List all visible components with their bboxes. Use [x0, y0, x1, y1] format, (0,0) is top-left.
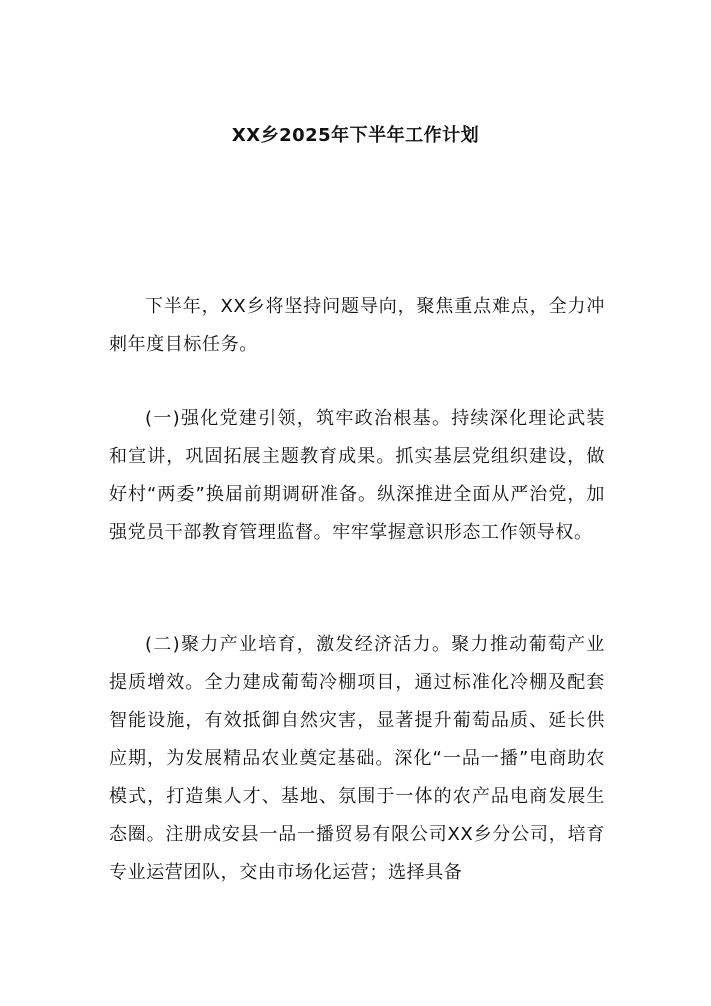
paragraph-intro: 下半年，XX乡将坚持问题导向，聚焦重点难点，全力冲刺年度目标任务。	[109, 296, 605, 355]
document-title: XX乡2025年下半年工作计划	[231, 125, 480, 146]
paragraph-industry: (二)聚力产业培育，激发经济活力。聚力推动葡萄产业提质增效。全力建成葡萄冷棚项目，通过标准化冷棚及配套智能设施，有效抵御自然灾害，显著提升葡萄品质、延长供应期，为发展精品农业奠定基础。深化“一品一播”电商助农模式，打造集人才、基地、氛围于一体的农产品电商发展生态圈。注册成安县一品一播贸易有限公司XX乡分公司，培育专业运营团队，交由市场化运营；选择具备	[109, 634, 605, 883]
paragraph-party-building: (一)强化党建引领，筑牢政治根基。持续深化理论武装和宣讲，巩固拓展主题教育成果。抓实基层党组织建设，做好村“两委”换届前期调研准备。纵深推进全面从严治党，加强党员干部教育管理监督。牢牢掌握意识形态工作领导权。	[109, 408, 605, 543]
